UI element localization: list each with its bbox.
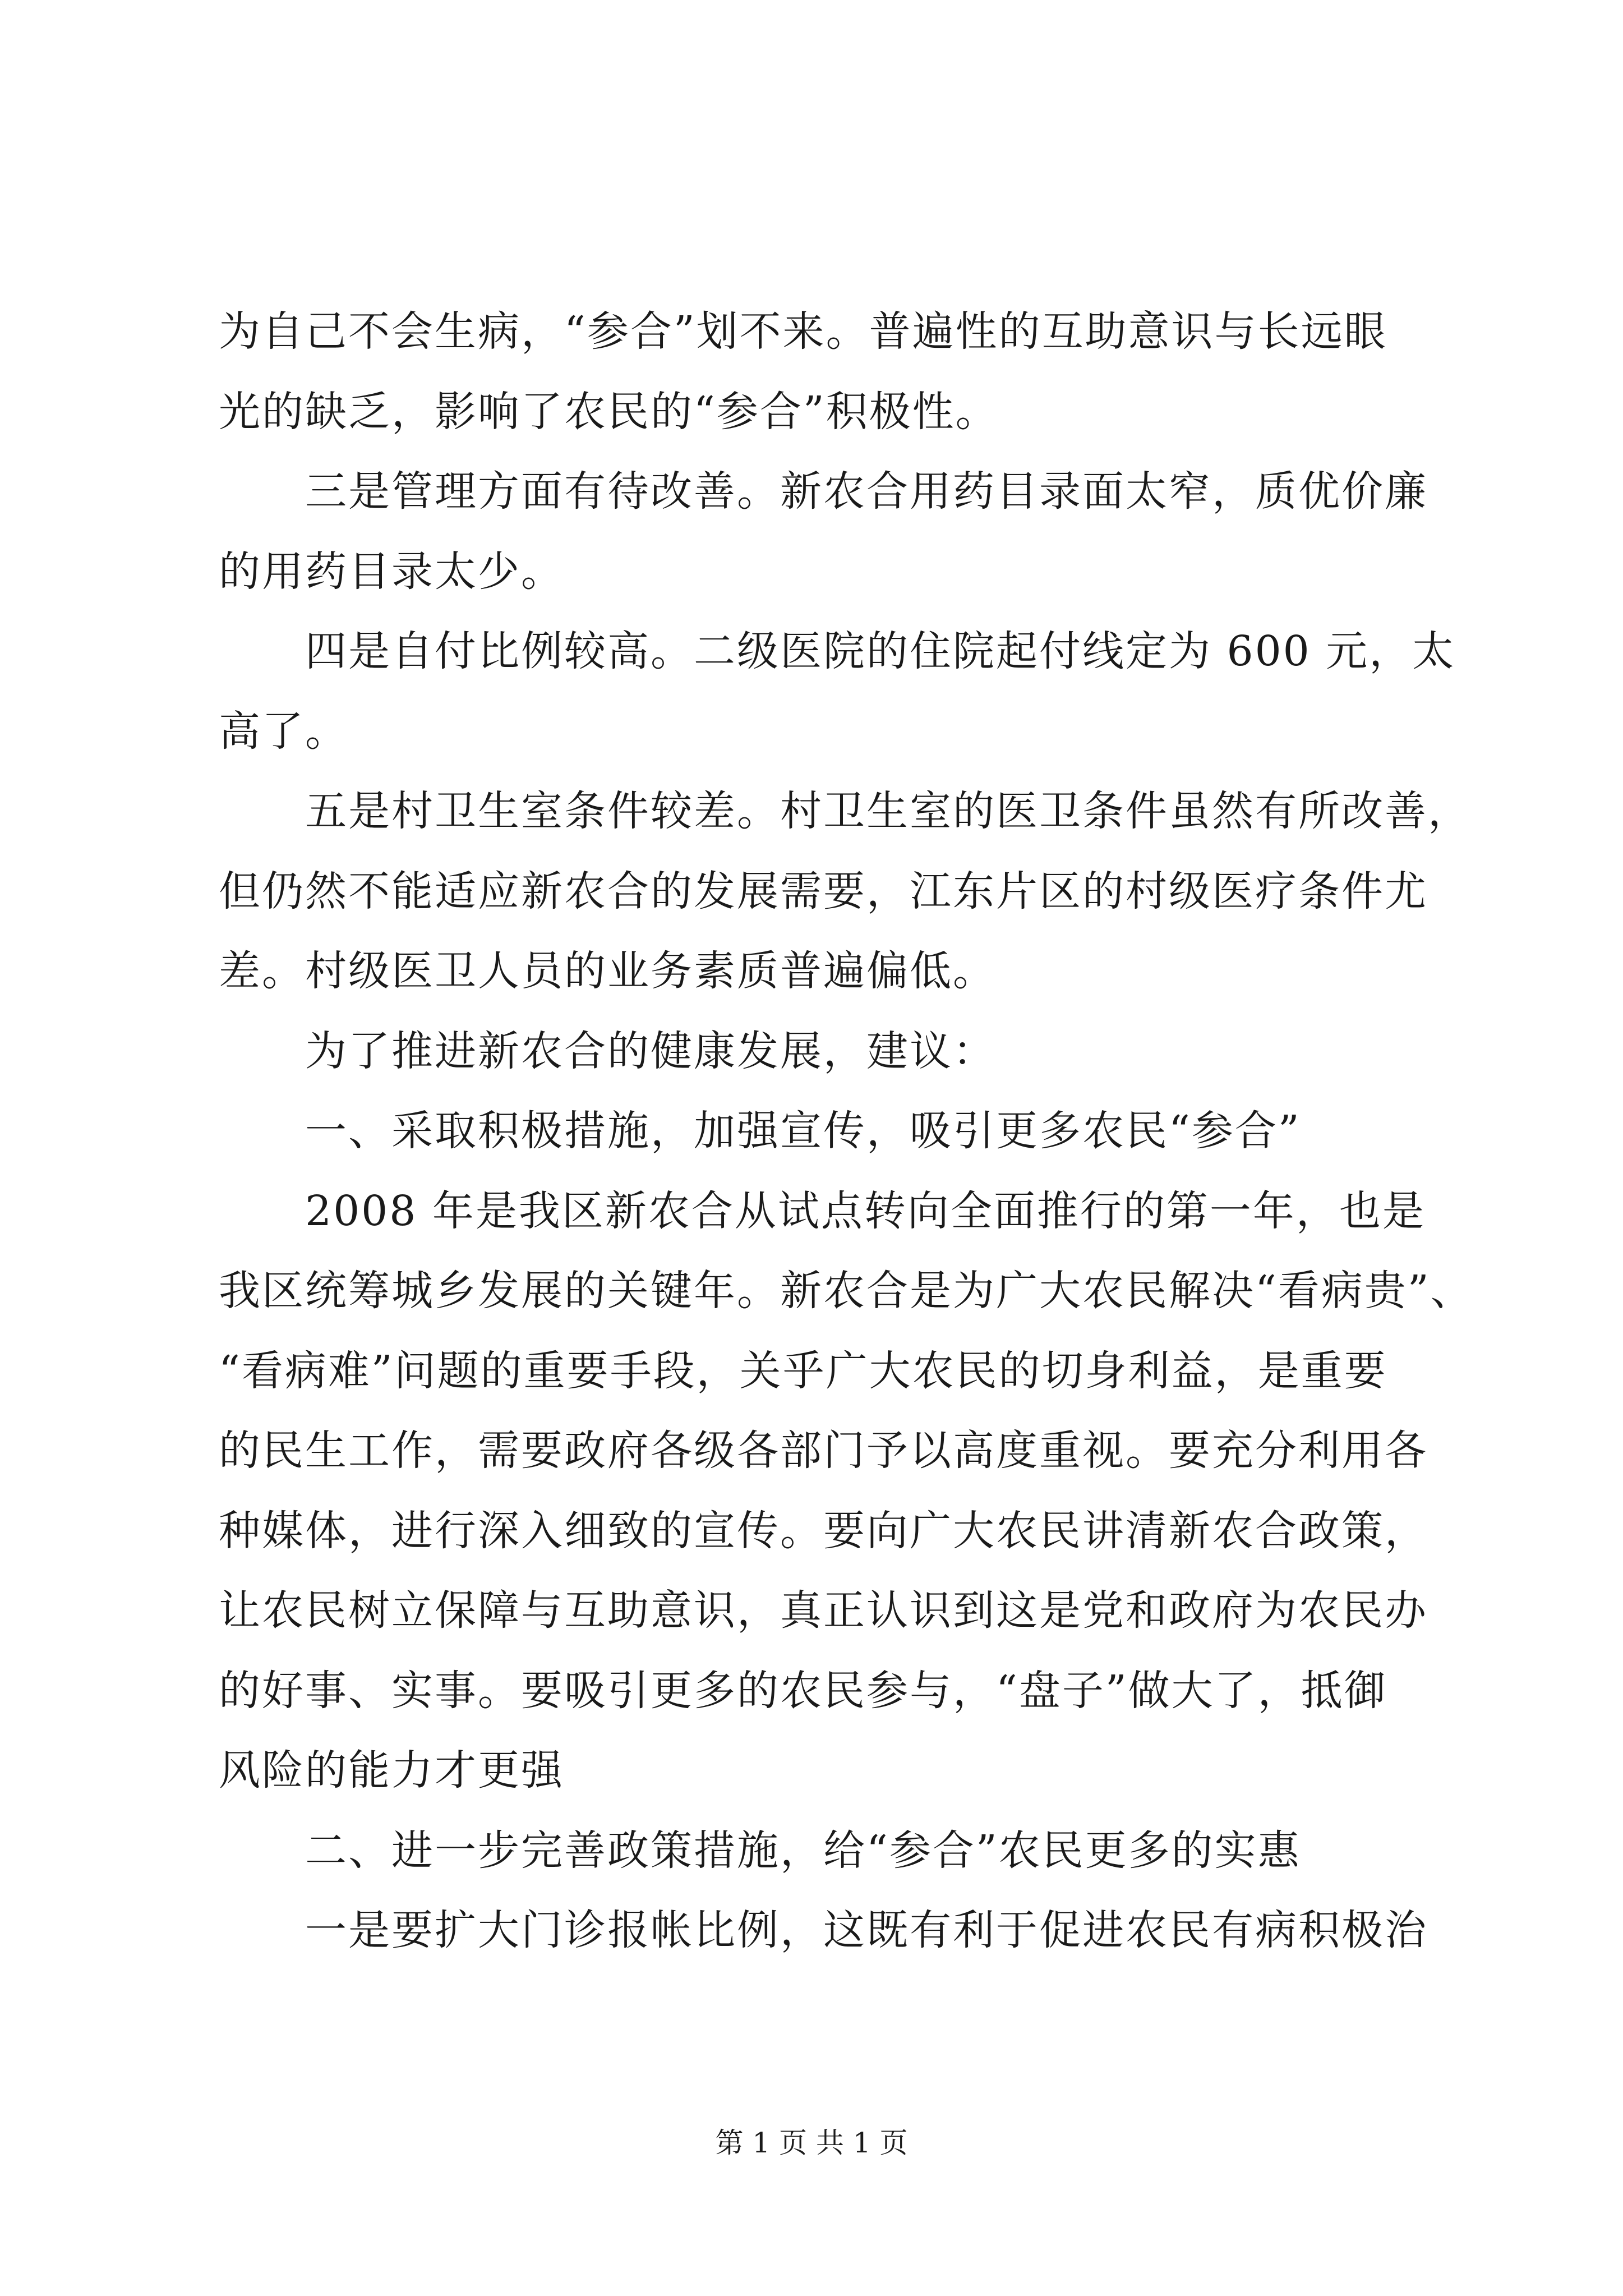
text-line-14: “看病难”问题的重要手段，关乎广大农民的切身利益，是重要 <box>219 1346 1387 1395</box>
text-line-7: 五是村卫生室条件较差。村卫生室的医卫条件虽然有所改善， <box>219 787 1471 835</box>
body-text <box>219 292 1474 1971</box>
text-line-9: 差。村级医卫人员的业务素质普遍偏低。 <box>219 947 996 995</box>
text-line-12: 2008 年是我区新农合从试点转向全面推行的第一年，也是 <box>219 1186 1426 1235</box>
text-line-2: 光的缺乏，影响了农民的“参合”积极性。 <box>219 387 999 436</box>
text-line-18: 的好事、实事。要吸引更多的农民参与，“盘子”做大了，抵御 <box>219 1666 1387 1715</box>
text-line-4: 的用药目录太少。 <box>219 547 564 596</box>
page-footer: 第 1 页 共 1 页 <box>715 2127 908 2159</box>
text-line-15: 的民生工作，需要政府各级各部门予以高度重视。要充分利用各 <box>219 1427 1428 1475</box>
text-line-10: 为了推进新农合的健康发展，建议： <box>219 1027 996 1075</box>
section-heading-1: 一、采取积极措施，加强宣传，吸引更多农民“参合” <box>219 1107 1301 1155</box>
text-line-17: 让农民树立保障与互助意识，真正认识到这是党和政府为农民办 <box>219 1586 1428 1635</box>
text-line-19: 风险的能力才更强 <box>219 1746 564 1795</box>
text-line-6: 高了。 <box>219 707 348 756</box>
text-line-3: 三是管理方面有待改善。新农合用药目录面太窄，质优价廉 <box>219 467 1428 516</box>
text-line-21: 一是要扩大门诊报帐比例，这既有利于促进农民有病积极治 <box>219 1906 1428 1954</box>
section-heading-2: 二、进一步完善政策措施，给“参合”农民更多的实惠 <box>219 1826 1301 1875</box>
text-line-8: 但仍然不能适应新农合的发展需要，江东片区的村级医疗条件尤 <box>219 867 1428 915</box>
text-line-1: 为自己不会生病，“参合”划不来。普遍性的互助意识与长远眼 <box>219 307 1387 356</box>
text-line-5: 四是自付比例较高。二级医院的住院起付线定为 600 元，太 <box>219 627 1456 675</box>
text-line-16: 种媒体，进行深入细致的宣传。要向广大农民讲清新农合政策， <box>219 1506 1428 1555</box>
text-line-13: 我区统筹城乡发展的关键年。新农合是为广大农民解决“看病贵”、 <box>219 1267 1474 1315</box>
